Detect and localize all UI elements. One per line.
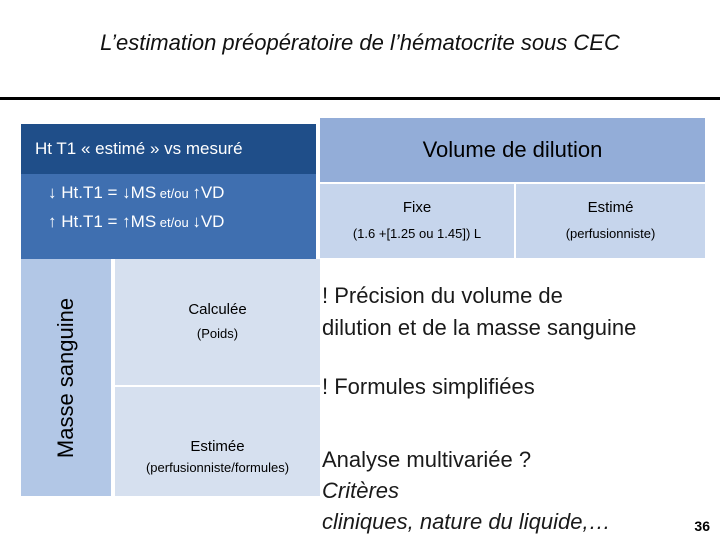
volume-dilution-header xyxy=(320,118,705,182)
calculated-subtitle: (Poids) xyxy=(196,326,239,341)
volume-estimated-note: (perfusionniste) xyxy=(565,226,656,241)
volume-estimated-title: Estimé xyxy=(587,199,634,216)
ht-line1-main: ↓ Ht.T1 = ↓MS xyxy=(48,183,157,202)
ht-header xyxy=(21,124,316,174)
volume-fixed-note: (1.6 +[1.25 ou 1.45]) L xyxy=(352,226,482,241)
volume-estimated-cell xyxy=(516,184,705,258)
masse-sanguine-label: Masse sanguine xyxy=(53,297,78,458)
estimated-title: Estimée xyxy=(190,438,245,455)
precision-line2: dilution et de la masse sanguine xyxy=(322,315,637,340)
slide-title: L’estimation préopératoire de l’hématocrite sous CEC xyxy=(100,30,620,55)
ht-line2-small: et/ou xyxy=(156,215,193,230)
cell-divider xyxy=(115,385,320,387)
ht-line1-end: ↑VD xyxy=(192,183,225,202)
masse-sanguine-label-wrap xyxy=(21,259,111,496)
analysis-italic1: Critères xyxy=(322,478,400,503)
analysis-line2: cliniques, nature du liquide,… xyxy=(322,509,611,534)
precision-line1: ! Précision du volume de xyxy=(322,283,563,308)
ht-line-increase xyxy=(48,212,224,232)
analysis-prefix: Analyse multivariée ? xyxy=(322,447,532,472)
volume-dilution-label: Volume de dilution xyxy=(422,137,603,162)
ht-line-decrease xyxy=(48,183,224,203)
analysis-line1 xyxy=(322,444,611,506)
ht-header-label: Ht T1 « estimé » vs mesuré xyxy=(35,139,243,158)
volume-fixed-title: Fixe xyxy=(402,199,432,216)
ht-relationship-box xyxy=(21,174,316,259)
estimated-subtitle: (perfusionniste/formules) xyxy=(145,460,290,475)
analysis-note xyxy=(322,444,611,537)
formulas-note: ! Formules simplifiées xyxy=(322,374,535,399)
ht-line2-main: ↑ Ht.T1 = ↑MS xyxy=(48,212,157,231)
ht-line1-small: et/ou xyxy=(156,186,193,201)
title-divider xyxy=(0,97,720,100)
precision-note xyxy=(322,280,636,344)
calculated-title: Calculée xyxy=(188,301,247,318)
volume-fixed-cell xyxy=(320,184,514,258)
page-number: 36 xyxy=(694,518,710,534)
ht-line2-end: ↓VD xyxy=(192,212,225,231)
